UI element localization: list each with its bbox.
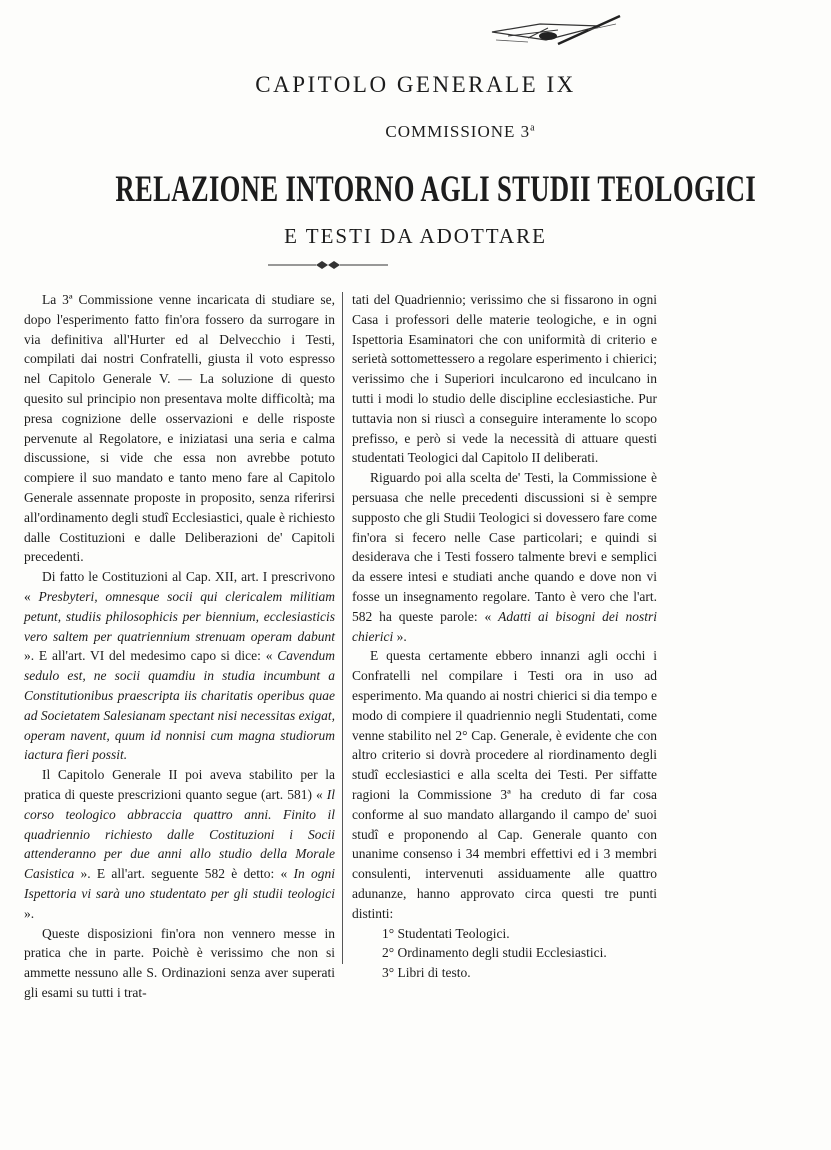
paragraph (24, 765, 335, 923)
text: ». E all'art. seguente 582 è detto: « (74, 866, 294, 882)
left-column (24, 290, 335, 1003)
list-item: 3° Libri di testo. (382, 965, 471, 981)
paragraph: E questa certamente ebbero innanzi agli occhi i Confratelli nel compilare i Testi ora in uso ad esperimento. Ma quando ai nostri chierici si dia tempo e modo di compiere il quadriennio negli Studentati, come venne stabilito nel 2° Cap. Generale, è evidente che con altro criterio si dovrà procedere al riordinamento degli studî ecclesiastici e alla scelta dei Testi. Per siffatte ragioni la Commissione 3ª ha creduto di far cosa conforme al suo mandato allargando il campo de' suoi studî e proponendo al Cap. Generale quanto con unanime consenso i 34 membri effettivi ed i 3 membri consulenti, intervenuti assiduamente alle quattro adunanze, hanno approvato circa questi tre punti distinti: (352, 648, 657, 921)
text: ». (24, 905, 35, 921)
paragraph: La 3ª Commissione venne incaricata di studiare se, dopo l'esperimento fatto fin'ora fossero da surrogare in via definitiva all'Hurter ed al Delvecchio i Testi, compilati dai nostri Confratelli, giusta il voto espresso nel Capitolo Generale V. — La soluzione di questo quesito sul principio non presentava molte difficoltà; ma presa cognizione delle osservazioni e delle risposte pervenute al Regolatore, e iniziatasi una seria e calma discussione, si vide che essa non avrebbe potuto compiere il suo mandato e tanto meno fare al Capitolo Generale assennate proposte in proposito, senza riferirsi all'ordinamento degli studî Ecclesiastici, quale è richiesto dalle Costituzioni e dalle Deliberazioni de' Capitoli precedenti. (24, 292, 335, 565)
column-divider (342, 292, 343, 964)
paragraph: tati del Quadriennio; verissimo che si fissarono in ogni Casa i professori delle materie teologiche, e in ogni Ispettoria Esaminatori che con uniformità di criterio e serietà sottomettessero a regolare esperimento i chierici; verissimo che i Superiori inculcarono ed inculcano in tutti i modi lo studio delle discipline ecclesiastiche. Pur tuttavia non si riuscì a conseguire interamente lo scopo prefisso, e però si vede la necessità di attuare questi studentati Teologici dal Capitolo II deliberati. (352, 292, 657, 466)
italic-quote: Il corso teologico abbraccia quattro anni. Finito il quadriennio richiesto dalle Costituzioni i Socii attenderanno per due anni allo studio della Morale Casistica (24, 786, 335, 882)
list-item: 2° Ordinamento degli studii Ecclesiastici. (382, 945, 607, 961)
text: Di fatto le Costituzioni al Cap. XII, art. I prescrivono « (24, 569, 335, 604)
commission-heading (0, 122, 831, 142)
page-title: CAPITOLO GENERALE IX (255, 72, 576, 97)
paragraph (24, 567, 335, 765)
latin-quote: Cavendum sedulo est, ne socii quamdiu in studia incumbunt a Constitutionibus praescripta iis charitatis operibus quae ad Societatem Salesianam spectant nisi necessitas exigat, operam navent, quum id nonnisi cum magna studiorum iactura fieri possit. (24, 648, 335, 763)
text: ». E all'art. VI del medesimo capo si dice: « (24, 648, 278, 664)
text: Riguardo poi alla scelta de' Testi, la Commissione è persuasa che nelle precedenti discussioni si è sempre supposto che gli Studii Teologici si dovessero fare come fin'ora si fecero nelle Case particolari; e quindi si desiderava che i Testi fossero talmente brevi e semplici da essere intesi e studiati anche quando e dove non vi fosse un insegnamento regolare. Tanto è vero che l'art. 582 ha queste parole: « (352, 470, 657, 624)
latin-quote: Presbyteri, omnesque socii qui clericalem militiam petunt, studiis philosophicis per biennium, ecclesiasticis vero saltem per quatriennium strenuam operam dabunt (24, 588, 336, 644)
commission-text: COMMISSIONE 3 (385, 122, 531, 141)
paragraph: Queste disposizioni fin'ora non vennero messe in pratica che in parte. Poichè è verissimo che non si ammette nessuno alle S. Ordinazioni senza aver superati gli esami su tutti i trat- (24, 925, 335, 1000)
italic-quote: In ogni Ispettoria vi sarà uno studentato per gli studii teologici (24, 866, 335, 901)
report-subtitle: E TESTI DA ADOTTARE (284, 224, 547, 248)
commission-superscript: a (530, 122, 536, 134)
paragraph (352, 468, 657, 646)
list-item: 1° Studentati Teologici. (382, 925, 510, 941)
right-column (352, 290, 657, 983)
italic-quote: Adatti ai bisogni dei nostri chierici (352, 608, 657, 644)
text: Il Capitolo Generale II poi aveva stabilito per la pratica di queste prescrizioni quanto segue (art. 581) « (24, 767, 335, 802)
topics-list (352, 924, 657, 983)
handwritten-mark (488, 14, 628, 50)
text: ». (393, 628, 407, 644)
report-title: RELAZIONE INTORNO AGLI STUDII TEOLOGICI (115, 169, 757, 210)
ornament-divider (268, 259, 388, 271)
